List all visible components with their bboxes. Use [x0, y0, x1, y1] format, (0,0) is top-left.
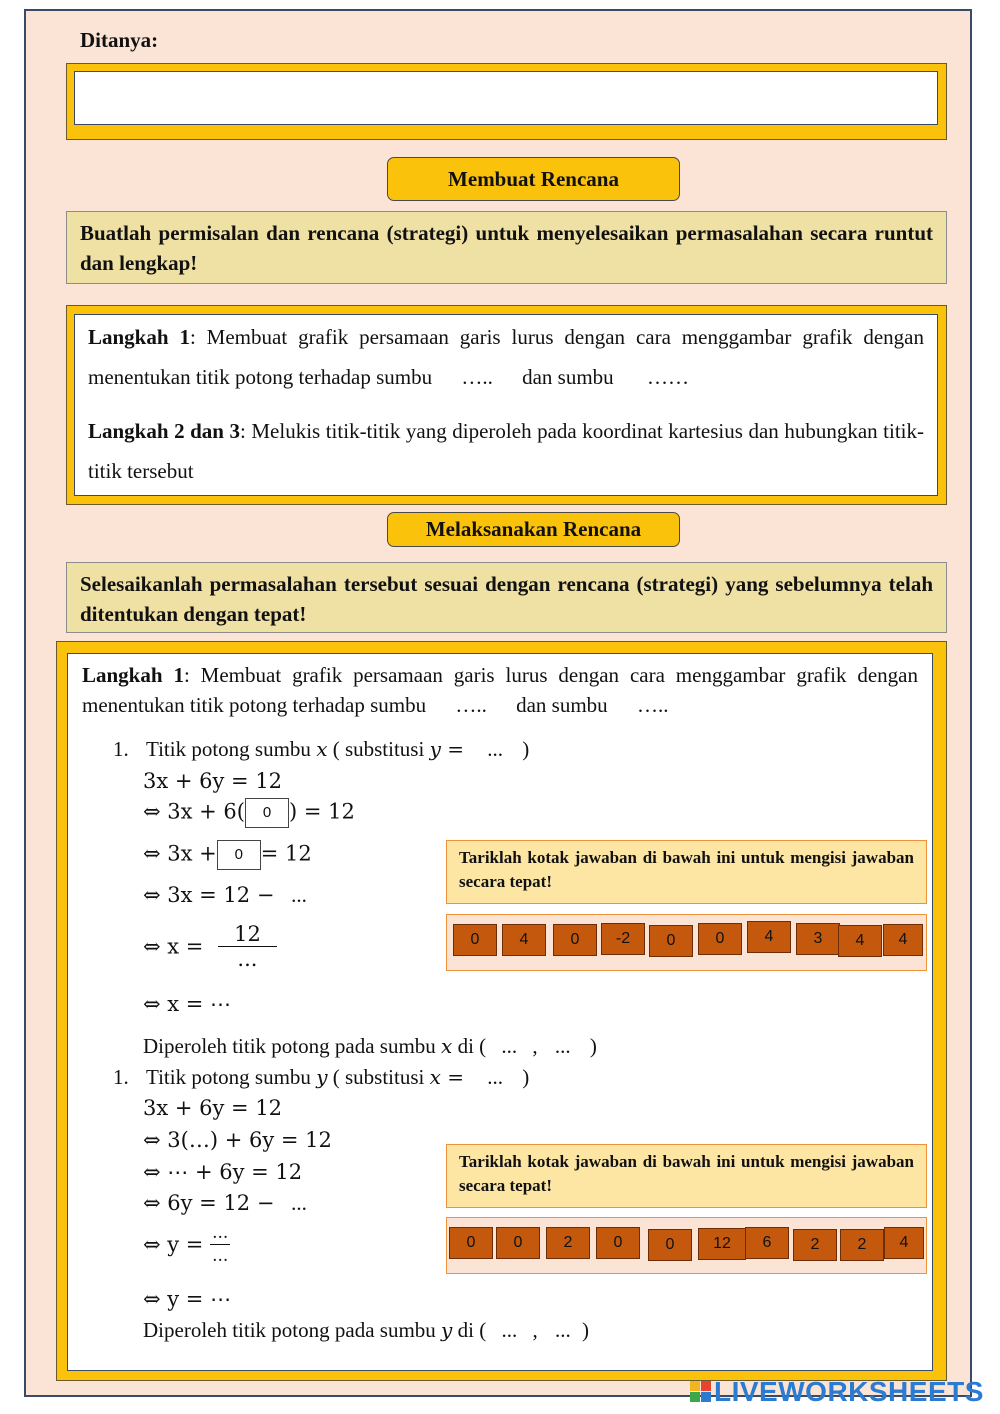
answer-tile[interactable]: 0: [496, 1227, 540, 1259]
answer-tile[interactable]: 0: [649, 925, 693, 957]
rencana-section-title: Membuat Rencana: [387, 157, 680, 201]
plan-frame: [66, 305, 947, 505]
plan-step1-blank-1[interactable]: …..: [461, 365, 493, 389]
answer-tile[interactable]: 0: [449, 1227, 493, 1259]
drag-panel-2-instruction: Tariklah kotak jawaban di bawah ini untuk mengisi jawaban secara tepat!: [446, 1144, 927, 1208]
x-result-close: ): [589, 1034, 597, 1058]
y-part-subst-blank[interactable]: ...: [487, 1065, 504, 1089]
x-eq3-right: = 12: [260, 841, 312, 866]
x-eq2-left: ⇔ 3x + 6(: [143, 799, 245, 824]
y-result: [143, 1318, 589, 1343]
answer-tile[interactable]: 0: [698, 923, 742, 955]
y-part-heading-close: ): [522, 1065, 530, 1089]
y-part-heading: [113, 1065, 529, 1090]
rencana-instruction: Buatlah permisalan dan rencana (strategi) untuk menyelesaikan permasalahan secara runtut dan lengkap!: [66, 211, 947, 284]
y-part-number: 1.: [113, 1065, 129, 1089]
drag-panel-1-instruction: Tariklah kotak jawaban di bawah ini untuk mengisi jawaban secara tepat!: [446, 840, 927, 904]
answer-tile[interactable]: 2: [793, 1229, 837, 1261]
y-eq1: 3x + 6y = 12: [143, 1096, 283, 1120]
exec-step1: [82, 660, 918, 720]
x-result-blank-1[interactable]: ...: [501, 1034, 518, 1058]
melaksanakan-section-title: Melaksanakan Rencana: [387, 512, 680, 547]
answer-tile[interactable]: 12: [698, 1228, 746, 1260]
x-part-subst-blank[interactable]: ...: [487, 737, 503, 761]
answer-tile[interactable]: 2: [840, 1229, 884, 1261]
y-result-blank-1[interactable]: ...: [501, 1318, 518, 1342]
answer-tile[interactable]: 0: [553, 924, 597, 956]
plan-step1-text: : Membuat grafik persamaan garis lurus dengan cara menggambar grafik dengan menentukan titik potong terhadap sumbu: [88, 325, 924, 389]
answer-tile[interactable]: 2: [546, 1227, 590, 1259]
y-eq5-denominator[interactable]: ...: [212, 1246, 229, 1266]
x-part-heading: [113, 737, 529, 762]
liveworksheets-logo-icon: [690, 1381, 712, 1403]
y-eq5-numerator[interactable]: ...: [212, 1223, 229, 1243]
plan-step23-text: : Melukis titik-titik yang diperoleh pada koordinat kartesius dan hubungkan titik-titik tersebut: [88, 419, 924, 483]
x-part-subst-var: y =: [429, 737, 464, 761]
drag-panel-2-tray: [446, 1217, 927, 1274]
answer-tile[interactable]: 4: [747, 921, 791, 953]
y-eq3: ⇔ ⋯ + 6y = 12: [143, 1160, 303, 1184]
x-result-blank-2[interactable]: ...: [554, 1034, 571, 1058]
y-part-subst-text: ( substitusi: [332, 1065, 425, 1089]
liveworksheets-brand-text: LIVEWORKSHEETS: [714, 1376, 984, 1407]
x-eq2: [143, 798, 355, 828]
answer-tile[interactable]: 4: [502, 924, 546, 956]
x-eq5-numerator: 12: [218, 922, 277, 947]
y-part-heading-text: Titik potong sumbu: [146, 1065, 311, 1089]
x-result-text: Diperoleh titik potong pada sumbu: [143, 1034, 436, 1058]
x-eq3-drop-slot[interactable]: 0: [217, 840, 261, 870]
y-eq5-left: ⇔ y =: [143, 1232, 204, 1257]
ditanya-answer-input[interactable]: [74, 71, 938, 125]
x-eq5-left: ⇔ x =: [143, 934, 204, 959]
plan-step1-mid: dan sumbu: [522, 365, 614, 389]
exec-step1-label: Langkah 1: [82, 663, 184, 687]
y-eq4-blank[interactable]: ...: [291, 1191, 307, 1215]
liveworksheets-logo: [690, 1376, 984, 1408]
x-eq2-drop-slot[interactable]: 0: [245, 798, 289, 828]
y-result-open: di (: [457, 1318, 487, 1342]
y-result-close: ): [581, 1318, 589, 1342]
plan-step23: [88, 411, 924, 491]
drag-panel-1-tray: [446, 914, 927, 971]
ditanya-label: Ditanya:: [80, 28, 159, 52]
x-eq1: 3x + 6y = 12: [143, 769, 283, 793]
plan-box: [74, 314, 938, 496]
answer-tile[interactable]: 0: [648, 1229, 692, 1261]
x-eq4: [143, 883, 307, 908]
answer-tile[interactable]: 0: [596, 1227, 640, 1259]
y-eq5: [143, 1222, 230, 1267]
exec-step1-mid: dan sumbu: [516, 693, 608, 717]
x-result-axis: x: [441, 1034, 453, 1058]
x-part-axis: x: [316, 737, 328, 761]
plan-step1-label: Langkah 1: [88, 325, 190, 349]
x-eq6: ⇔ x = ⋯: [143, 992, 232, 1016]
exec-step1-blank-2[interactable]: …..: [636, 693, 669, 717]
x-part-heading-close: ): [522, 737, 530, 761]
y-result-blank-2[interactable]: ...: [554, 1318, 571, 1342]
answer-tile[interactable]: -2: [601, 923, 645, 955]
x-eq3: [143, 840, 312, 870]
x-eq4-blank[interactable]: ...: [291, 883, 307, 907]
ditanya-answer-frame: [66, 63, 947, 140]
x-part-heading-text: Titik potong sumbu: [146, 737, 311, 761]
x-result: [143, 1034, 597, 1059]
x-eq5: [143, 922, 277, 971]
plan-step1: [88, 317, 924, 397]
exec-step1-blank-1[interactable]: …..: [455, 693, 487, 717]
x-eq2-right: ) = 12: [288, 799, 355, 824]
x-result-open: di (: [457, 1034, 487, 1058]
y-result-comma: ,: [532, 1318, 538, 1342]
y-eq4-text: ⇔ 6y = 12 −: [143, 1191, 275, 1215]
answer-tile[interactable]: 4: [883, 924, 923, 956]
answer-tile[interactable]: 0: [453, 924, 497, 956]
plan-step1-blank-2[interactable]: ……: [646, 365, 689, 389]
y-part-axis: y: [316, 1065, 328, 1089]
y-eq2: ⇔ 3(…) + 6y = 12: [143, 1128, 332, 1152]
x-part-number: 1.: [113, 737, 129, 761]
answer-tile[interactable]: 3: [796, 923, 840, 955]
answer-tile[interactable]: 4: [838, 925, 882, 957]
y-result-text: Diperoleh titik potong pada sumbu: [143, 1318, 436, 1342]
y-result-axis: y: [441, 1318, 453, 1342]
answer-tile[interactable]: 4: [884, 1227, 924, 1259]
x-part-subst-text: ( substitusi: [332, 737, 425, 761]
y-part-subst-var: x =: [429, 1065, 465, 1089]
melaksanakan-instruction: Selesaikanlah permasalahan tersebut sesuai dengan rencana (strategi) yang sebelumnya telah ditentukan dengan tepat!: [66, 562, 947, 633]
x-result-comma: ,: [532, 1034, 538, 1058]
exec-step1-text: : Membuat grafik persamaan garis lurus dengan cara menggambar grafik dengan menentukan titik potong terhadap sumbu: [82, 663, 918, 717]
answer-tile[interactable]: 6: [745, 1227, 789, 1259]
x-eq4-text: ⇔ 3x = 12 −: [143, 883, 275, 907]
y-eq4: [143, 1191, 307, 1216]
x-eq5-denominator[interactable]: ...: [237, 947, 258, 971]
x-eq3-left: ⇔ 3x +: [143, 841, 217, 866]
plan-step23-label: Langkah 2 dan 3: [88, 419, 240, 443]
y-eq6: ⇔ y = ⋯: [143, 1287, 232, 1311]
